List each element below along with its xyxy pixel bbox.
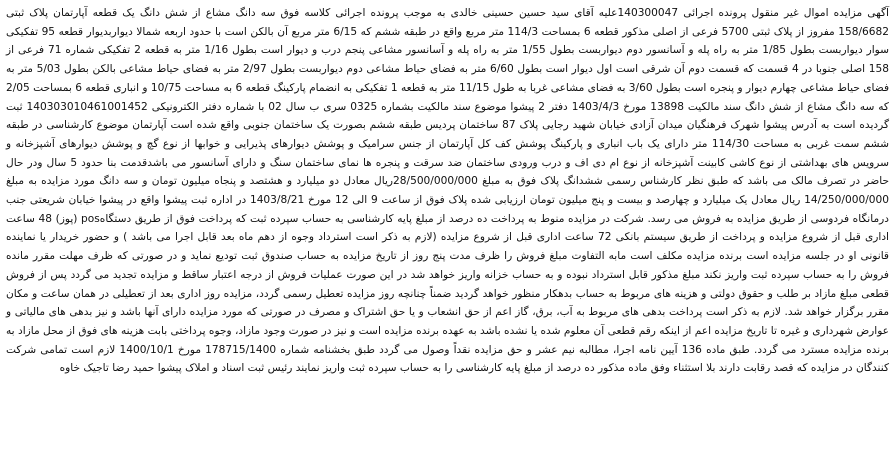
notice-text: آگهی مزایده اموال غیر منقول پرونده اجرائی 140300047علیه آقای سید حسین حسینی خالدی به موجب پرونده اجرائی کلاسه فوق سه دانگ مشاع از شش دانگ یک قطعه آپارتمان پلاک ثبتی 158/6682 مفروز از پلاک ثبتی 5700 فرعی از اصلی مذکور قطعه 6 بمساحت 114/3 متر مربع واقع در طبقه ششم که 6/15 متر مربع آن بالکن است با حدود اربعه شمالا دیواربدیوار قطعه 95 تفکیکی سوار دیواربست بطول 1/85 متر به راه پله و آسانسور دوم دیواربست بطول 1/55 متر به راه پله و آسانسور مشاعی پنجم درب و دیوار است بطول 1/16 متر به قطعه 2 تفکیکی شماره 71 فرعی از 158 اصلی جنوبا در 4 قسمت که قسمت دوم آن شرقی است اول دیوار است بطول 6/60 متر به فضای حیاط مشاعی دوم دیواربست بطول 2/97 متر به فضای حیاط مشاعی بالکن بطول 5/03 متر به فضای حیاط مشاعی چهارم دیوار و پنجره است بطول 3/60 به فضای مشاعی غربا به طول 11/15 متر به قطعه 1 تفکیکی به انضمام پارکینگ قطعه 6 به مساحت 10/75 و انباری قطعه 6 بمساحت 2/05 که سه دانگ مشاع از شش دانگ سند مالکیت 13898 مورخ 1403/4/3 دفتر 2 پیشوا موضوع سند مالکیت بشماره 0325 سری ب سال 02 با شماره دفتر الکترونیکی 140303010461001452 ثبت گردیده است به آدرس پیشوا شهرک فرهنگیان میدان آزادی خیابان شهید رجایی پلاک 87 ساختمان پردیس طبقه ششم بصورت یک ساختمان جنوبی واقع شده است آپارتمان موضوع کارشناسی در طبقه ششم سمت غربی به مساحت 114/30 متر دارای یک باب انباری و پارکینگ پوشش کف کل آپارتمان از جنس سرامیک و پوشش دیوارهای پذیرایی و خوابها از نوع گچ و پوشش دیوارهای آشپزخانه و سرویس های بهداشتی از نوع کاشی کابینت آشپزخانه از نوع ام دی اف و درب ورودی ساختمان ضد سرقت و پنجره ها نمای ساختمان سنگ و دارای آسانسور می باشدقدمت بنا حدود 5 سال ودر حال حاضر در تصرف مالک می باشد که طبق نظر کارشناس رسمی ششدانگ پلاک فوق به مبلغ 28/500/000/000ریال معادل دو میلیارد و هشتصد و پنجاه میلیون تومان و سه دانگ مورد مزایده به مبلغ 14/250/000/000 ریال معادل یک میلیارد و چهارصد و بیست و پنج میلیون تومان ارزیابی شده پلاک فوق از ساعت 9 الی 12 مورخ 1403/8/21 در اداره ثبت پیشوا واقع در پیشوا خیابان شریعتی جنب درمانگاه فردوسی از طریق مزایده به فروش می رسد. شرکت در مزایده منوط به پرداخت ده درصد از مبلغ پایه کارشناسی به حساب سپرده ثبت که پرداخت فوق از طریق دستگاهpos (پوز) 48 ساعت اداری قبل از شروع مزایده و پرداخت از طریق سیستم بانکی 72 ساعت اداری قبل از شروع مزایده (لازم به ذکر است استرداد وجوه از دهم ماه بعد قابل اجرا می باشد ) و حضور خریدار یا نماینده قانونی او در جلسه مزایده است برنده مزایده مکلف است مابه التفاوت مبلغ فروش را ظرف مدت پنج روز از تاریخ مزایده به حساب صندوق ثبت تودیع نماید و در صورتی که ظرف مهلت مقرر مانده فروش را به حساب سپرده ثبت واریز نکند مبلغ مذکور قابل استرداد نبوده و به حساب خزانه واریز خواهد شد در این صورت عملیات فروش از درجه اعتبار ساقط و مزایده تجدید می گردد پس از فروش قطعی مبلغ مازاد بر طلب و حقوق دولتی و هزینه های مربوط به حساب بدهکار منظور خواهد گردید ضمناً چنانچه روز مزایده تعطیل رسمی گردد، مزایده روز اداری بعد از تعطیلی در همان ساعت و مکان مقرر برگزار خواهد شد. لازم به ذکر است پرداخت بدهی های مربوط به آب، برق، گاز اعم از حق انشعاب و یا حق اشتراک و مصرف در صورتی که مورد مزایده دارای آنها باشد و نیز بدهی های مالیاتی و عوارض شهرداری و غیره تا تاریخ مزایده اعم از اینکه رقم قطعی آن معلوم شده یا نشده باشد به عهده برنده مزایده است و نیز در صورت وجود مازاد، وجوه پرداختی بابت هزینه های فوق از محل مازاد به برنده مزایده مسترد می گردد. طبق ماده 136 آیین نامه اجرا، مطالبه نیم عشر و حق مزایده نقداً وصول می گردد طبق بخشنامه شماره 178715/1400 مورخ 1400/10/1 لازم است تمامی شرکت کنندگان در مزایده که قصد رقابت دارند بلا استثناء وفق ماده مذکور ده درصد از مبلغ پایه کارشناسی را به حساب سپرده ثبت واریز نمایند رئیس ثبت اسناد و املاک پیشوا حمید رضا تاجیک خاوه [6,7,890,375]
